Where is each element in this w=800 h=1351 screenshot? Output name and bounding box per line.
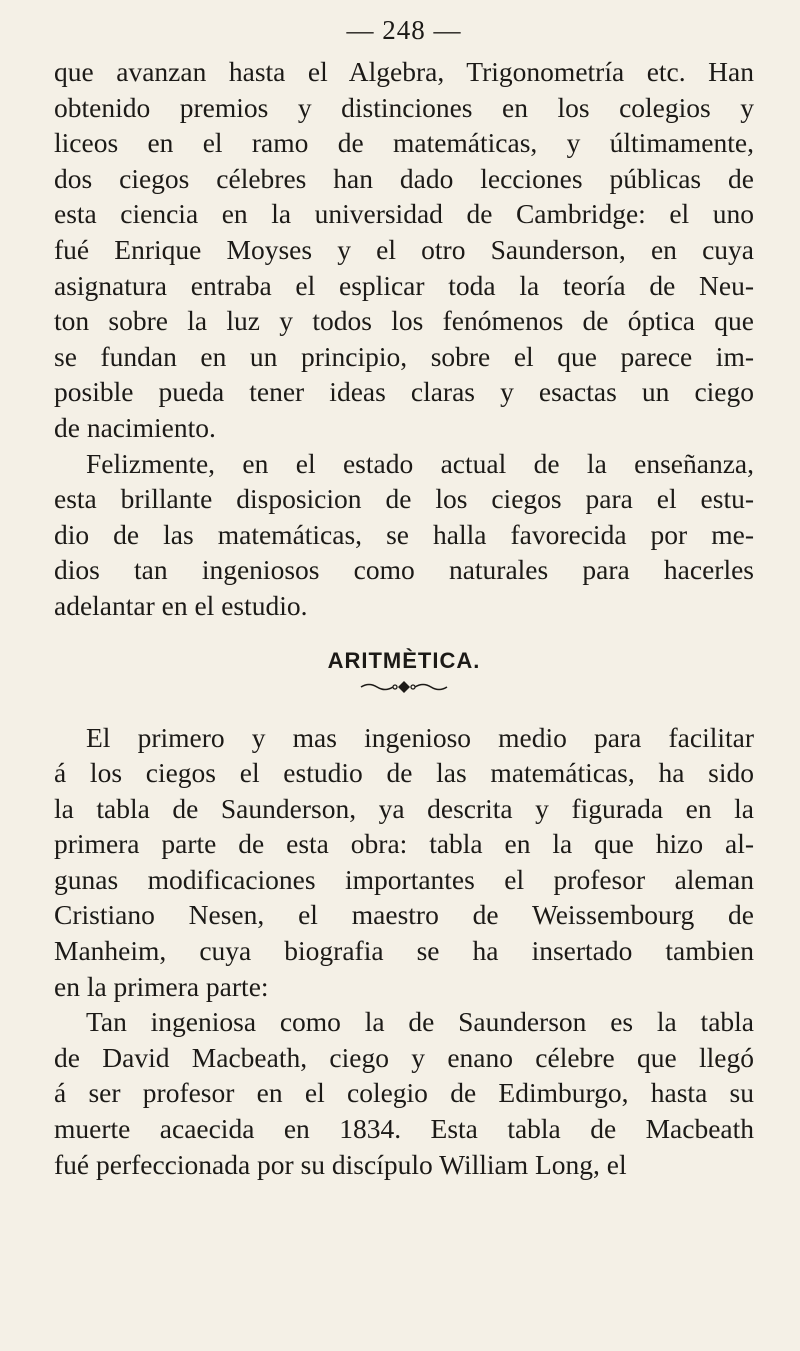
text-line: esta ciencia en la universidad de Cambridge: el uno (54, 198, 754, 230)
text-line: dos ciegos célebres han dado lecciones públicas de (54, 162, 754, 194)
text-line: liceos en el ramo de matemáticas, y últimamente, (54, 127, 754, 159)
text-line: la tabla de Saunderson, ya descrita y figurada en la (54, 792, 754, 824)
text-line: muerte acaecida en 1834. Esta tabla de Macbeath (54, 1113, 754, 1145)
text-line: primera parte de esta obra: tabla en la que hizo al- (54, 828, 754, 860)
text-line: dios tan ingeniosos como naturales para hacerles (54, 554, 754, 586)
text-line: Tan ingeniosa como la de Saunderson es la tabla (86, 1006, 754, 1038)
section-heading: ARITMÈTICA. (327, 647, 481, 673)
text-line: esta brillante disposicion de los ciegos para el estu- (54, 483, 754, 515)
text-line: gunas modificaciones importantes el profesor aleman (54, 863, 754, 895)
paragraph-2 (54, 446, 754, 624)
text-line: adelantar en el estudio. (54, 589, 308, 621)
text-line: á los ciegos el estudio de las matemáticas, ha sido (54, 757, 754, 789)
text-line: de David Macbeath, ciego y enano célebre que llegó (54, 1041, 754, 1073)
text-line: fué Enrique Moyses y el otro Saunderson, en cuya (54, 233, 754, 265)
text-line: Felizmente, en el estado actual de la enseñanza, (86, 447, 754, 479)
page-number: — 248 — (346, 15, 462, 45)
text-line: dio de las matemáticas, se halla favorecida por me- (54, 518, 754, 550)
text-line: fué perfeccionada por su discípulo William Long, el (54, 1148, 627, 1180)
paragraph-3 (54, 720, 754, 1005)
text-line: que avanzan hasta el Algebra, Trigonometría etc. Han (54, 56, 754, 87)
text-line: ton sobre la luz y todos los fenómenos de óptica que (54, 305, 754, 337)
text-line: posible pueda tener ideas claras y esactas un ciego (54, 376, 754, 408)
text-line: Manheim, cuya biografia se ha insertado tambien (54, 935, 754, 967)
text-line: El primero y mas ingenioso medio para facilitar (86, 721, 754, 753)
text-line: Cristiano Nesen, el maestro de Weissembourg de (54, 899, 754, 931)
text-line: de nacimiento. (54, 411, 216, 443)
paragraph-1 (54, 54, 754, 446)
text-line: se fundan en un principio, sobre el que parece im- (54, 340, 754, 372)
text-line: en la primera parte: (54, 970, 269, 1002)
text-line: á ser profesor en el colegio de Edimburgo, hasta su (54, 1077, 754, 1109)
text-line: obtenido premios y distinciones en los colegios y (54, 91, 754, 123)
book-page (54, 12, 754, 1182)
ornament-divider-icon (359, 678, 449, 696)
text-line: asignatura entraba el esplicar toda la teoría de Neu- (54, 269, 754, 301)
paragraph-4 (54, 1004, 754, 1182)
